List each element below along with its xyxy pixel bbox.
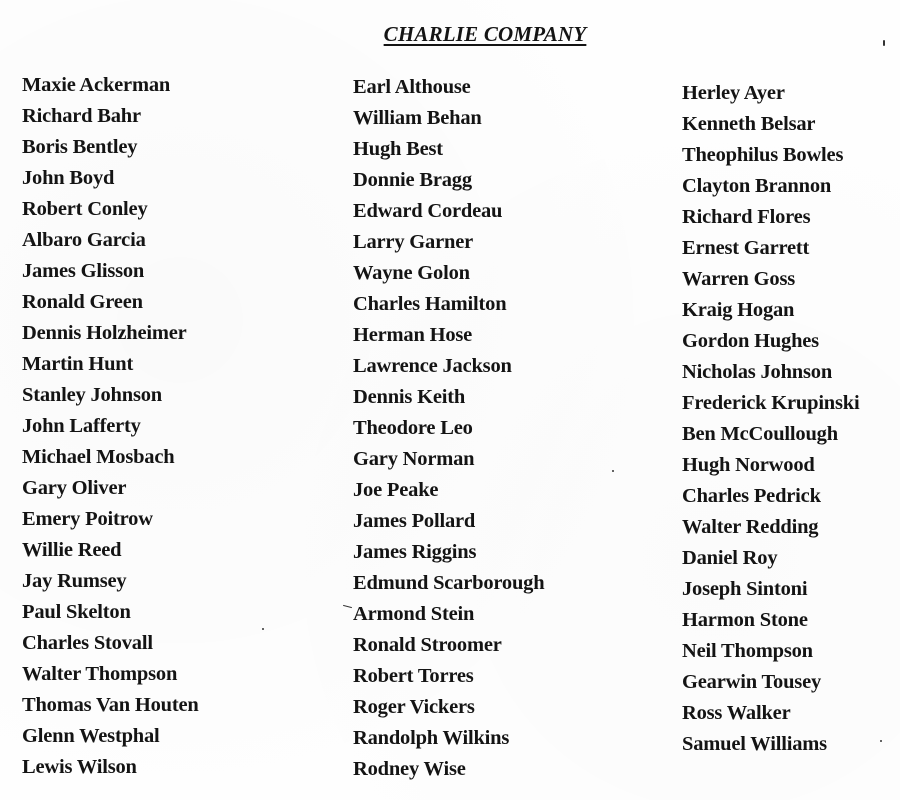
person-name: William Behan xyxy=(353,107,482,129)
person-name: Donnie Bragg xyxy=(353,169,472,191)
person-name: Herley Ayer xyxy=(682,82,785,104)
person-name: Richard Bahr xyxy=(22,105,141,127)
person-name: Albaro Garcia xyxy=(22,229,146,251)
name-column-1 xyxy=(22,72,199,785)
person-name: Robert Torres xyxy=(353,665,474,687)
person-name: Ronald Green xyxy=(22,291,143,313)
person-name: Kenneth Belsar xyxy=(682,113,816,135)
person-name: Walter Thompson xyxy=(22,663,178,685)
person-name: Ronald Stroomer xyxy=(353,634,502,656)
person-name: Roger Vickers xyxy=(353,696,475,718)
person-name: Martin Hunt xyxy=(22,353,134,375)
person-name: Maxie Ackerman xyxy=(22,74,171,96)
person-name: Daniel Roy xyxy=(682,547,778,569)
person-name: Harmon Stone xyxy=(682,609,808,631)
name-column-3 xyxy=(682,80,860,762)
person-name: Neil Thompson xyxy=(682,640,813,662)
person-name: Frederick Krupinski xyxy=(682,392,860,414)
person-name: Ross Walker xyxy=(682,702,791,724)
person-name: Charles Stovall xyxy=(22,632,153,654)
person-name: James Pollard xyxy=(353,510,476,532)
person-name: Gary Norman xyxy=(353,448,475,470)
person-name: Gearwin Tousey xyxy=(682,671,822,693)
person-name: Ernest Garrett xyxy=(682,237,810,259)
scan-speck xyxy=(880,740,882,742)
person-name: Edward Cordeau xyxy=(353,200,503,222)
person-name: James Glisson xyxy=(22,260,145,282)
person-name: Jay Rumsey xyxy=(22,570,127,592)
person-name: Willie Reed xyxy=(22,539,122,561)
person-name: John Boyd xyxy=(22,167,115,189)
person-name: Samuel Williams xyxy=(682,733,827,755)
person-name: Armond Stein xyxy=(353,603,475,625)
person-name: Ben McCoullough xyxy=(682,423,838,445)
person-name: Gary Oliver xyxy=(22,477,127,499)
person-name: Larry Garner xyxy=(353,231,473,253)
person-name: Gordon Hughes xyxy=(682,330,819,352)
person-name: Charles Pedrick xyxy=(682,485,821,507)
person-name: Kraig Hogan xyxy=(682,299,795,321)
person-name: James Riggins xyxy=(353,541,477,563)
person-name: Richard Flores xyxy=(682,206,811,228)
person-name: Boris Bentley xyxy=(22,136,138,158)
page-title-text: CHARLIE COMPANY xyxy=(383,22,587,46)
person-name: John Lafferty xyxy=(22,415,141,437)
scan-speck xyxy=(262,628,264,630)
person-name: Walter Redding xyxy=(682,516,819,538)
person-name: Dennis Holzheimer xyxy=(22,322,187,344)
person-name: Warren Goss xyxy=(682,268,796,290)
person-name: Charles Hamilton xyxy=(353,293,507,315)
page-title xyxy=(0,12,900,49)
person-name: Herman Hose xyxy=(353,324,473,346)
person-name: Randolph Wilkins xyxy=(353,727,510,749)
person-name: Theophilus Bowles xyxy=(682,144,844,166)
person-name: Michael Mosbach xyxy=(22,446,175,468)
person-name: Paul Skelton xyxy=(22,601,131,623)
person-name: Earl Althouse xyxy=(353,76,471,98)
person-name: Theodore Leo xyxy=(353,417,473,439)
person-name: Stanley Johnson xyxy=(22,384,162,406)
person-name: Glenn Westphal xyxy=(22,725,160,747)
person-name: Thomas Van Houten xyxy=(22,694,199,716)
name-column-2 xyxy=(353,74,544,787)
person-name: Joe Peake xyxy=(353,479,439,501)
person-name: Edmund Scarborough xyxy=(353,572,545,594)
person-name: Emery Poitrow xyxy=(22,508,153,530)
person-name: Rodney Wise xyxy=(353,758,466,780)
person-name: Lawrence Jackson xyxy=(353,355,512,377)
scan-speck xyxy=(343,605,352,608)
person-name: Hugh Best xyxy=(353,138,443,160)
person-name: Dennis Keith xyxy=(353,386,466,408)
person-name: Robert Conley xyxy=(22,198,148,220)
person-name: Hugh Norwood xyxy=(682,454,815,476)
scan-speck xyxy=(883,40,885,46)
scan-speck xyxy=(612,470,614,472)
person-name: Nicholas Johnson xyxy=(682,361,833,383)
person-name: Joseph Sintoni xyxy=(682,578,808,600)
person-name: Wayne Golon xyxy=(353,262,470,284)
person-name: Lewis Wilson xyxy=(22,756,137,778)
person-name: Clayton Brannon xyxy=(682,175,832,197)
